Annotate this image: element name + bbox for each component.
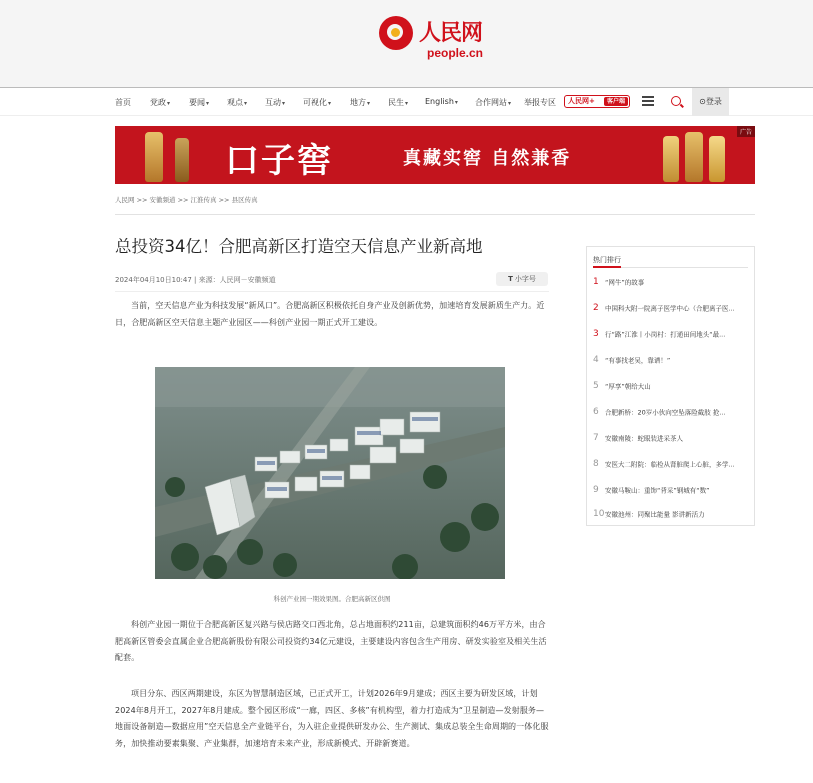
bottle-image	[685, 132, 703, 182]
chevron-down-icon: ▾	[282, 100, 286, 107]
bottle-image	[663, 136, 679, 182]
ranking-item[interactable]: 6 合肥新桥：20岁小伙向空坠落险截肢 抢...	[593, 407, 726, 417]
ranking-item[interactable]: 8 安医大二附院：临检从肾脏爬上心脏，多学...	[593, 459, 735, 469]
nav-item-news[interactable]: 要闻▾	[189, 98, 210, 107]
ranking-item[interactable]: 10安徽池州：同聚比能量 影讲新活力	[593, 509, 705, 519]
image-caption: 科创产业园一期效果图。合肥高新区供图	[273, 595, 391, 603]
nav-item-local[interactable]: 地方▾	[350, 98, 371, 107]
ranking-item[interactable]: 4 “有事找老吴，靠谱！”	[593, 355, 671, 365]
article-paragraph: 项目分东、西区两期建设，东区为智慧制造区域，已正式开工，计划2026年9月建成；西区主要为研发区域，计划2024年8月开工，2027年8月建成。整个园区形成“一廊，四区、多核”有机构型，着力打造成为“卫星制造—发射服务—地面设备制造—数据应用”空天信息全产业链平台，为入驻企业提供研发办公、生产测试、集成总装全生命周期的一体化服务，加快推动要素集聚、产业集群，加速培育未来产业，形成新模式、开辟新赛道。	[115, 689, 549, 748]
bottle-image	[145, 132, 163, 182]
ranking-item[interactable]: 9 安徽马鞍山：重饰“背采”钢城有“数”	[593, 485, 710, 495]
article-meta: 2024年04月10日10:47 | 来源：人民网－安徽频道	[115, 276, 276, 284]
hot-ranking-title: 热门排行	[593, 256, 621, 264]
main-nav	[0, 88, 813, 116]
font-size-label: 小字号	[514, 275, 536, 283]
ranking-item[interactable]: 5 “厚享”朝给大山	[593, 381, 651, 391]
nav-item-livelihood[interactable]: 民生▾	[388, 98, 409, 107]
app-tag: 客户端	[604, 97, 628, 106]
ad-tag: 广告	[737, 126, 755, 137]
search-icon[interactable]	[671, 96, 681, 106]
ad-slogan: 真藏实窖 自然兼香	[403, 148, 572, 169]
divider	[115, 291, 549, 292]
ranking-item[interactable]: 3 行“路”江淮丨小岗村：打通田间地头“最...	[593, 329, 726, 339]
article-title: 总投资34亿！合肥高新区打造空天信息产业新高地	[115, 237, 483, 256]
hot-ranking-panel	[586, 246, 755, 526]
nav-item-english[interactable]: English▾	[425, 97, 458, 106]
nav-item-report[interactable]: 举报专区	[524, 98, 556, 107]
ranking-item[interactable]: 7 安徽南陵：蛇眼装进采茶人	[593, 433, 683, 443]
app-name: 人民网+	[568, 97, 595, 105]
nav-item-visual[interactable]: 可视化▾	[303, 98, 332, 107]
chevron-down-icon: ▾	[206, 100, 210, 107]
site-header	[0, 0, 813, 88]
nav-item-interact[interactable]: 互动▾	[265, 98, 286, 107]
site-logo[interactable]	[379, 12, 489, 64]
chevron-down-icon: ▾	[454, 99, 458, 106]
chevron-down-icon: ▾	[167, 100, 171, 107]
menu-icon[interactable]	[642, 96, 654, 106]
nav-item-home[interactable]: 首页	[115, 98, 131, 107]
ranking-item[interactable]: 2 中国科大附一院离子医学中心（合肥离子医...	[593, 303, 735, 313]
ranking-item[interactable]: 1 “网牛”的故事	[593, 277, 645, 287]
divider	[115, 214, 755, 215]
font-size-icon: T	[508, 275, 513, 283]
chevron-down-icon: ▾	[405, 100, 409, 107]
bottle-image	[175, 138, 189, 182]
chevron-down-icon: ▾	[367, 100, 371, 107]
divider	[593, 267, 748, 268]
chevron-down-icon: ▾	[244, 100, 248, 107]
article-image	[155, 367, 505, 579]
nav-item-party[interactable]: 党政▾	[150, 98, 171, 107]
logo-en-text: people.cn	[427, 46, 484, 60]
ad-banner[interactable]	[115, 126, 755, 184]
login-label: 登录	[705, 97, 722, 106]
park-rendering-image	[155, 367, 505, 579]
nav-item-opinion[interactable]: 观点▾	[227, 98, 248, 107]
nav-item-partners[interactable]: 合作网站▾	[475, 98, 512, 107]
ad-brand: 口子窖	[225, 141, 333, 181]
user-icon: ⊙	[699, 97, 706, 106]
chevron-down-icon: ▾	[328, 100, 332, 107]
article-paragraph: 科创产业园一期位于合肥高新区复兴路与侯店路交口西北角，总占地面积约211亩，总建筑面积约46万平方米，由合肥高新区管委会直属企业合肥高新股份有限公司投资约34亿元建设，主要建设内容包含生产用房、研发实验室及相关生活配套。	[115, 620, 547, 662]
logo-mark-icon	[379, 16, 413, 50]
app-download-button[interactable]	[564, 95, 630, 108]
article-paragraph: 当前，空天信息产业为科技发展“新风口”。合肥高新区积极依托自身产业及创新优势，加速培育发展新质生产力。近日，合肥高新区空天信息主题产业园区——科创产业园一期正式开工建设。	[115, 301, 545, 327]
bottle-image	[709, 136, 725, 182]
chevron-down-icon: ▾	[508, 100, 512, 107]
font-size-button[interactable]	[496, 272, 548, 286]
logo-cn-text: 人民网	[419, 20, 483, 46]
breadcrumb[interactable]: 人民网 >> 安徽频道 >> 江淮传真 >> 县区传真	[115, 196, 258, 204]
login-button[interactable]	[692, 88, 729, 116]
